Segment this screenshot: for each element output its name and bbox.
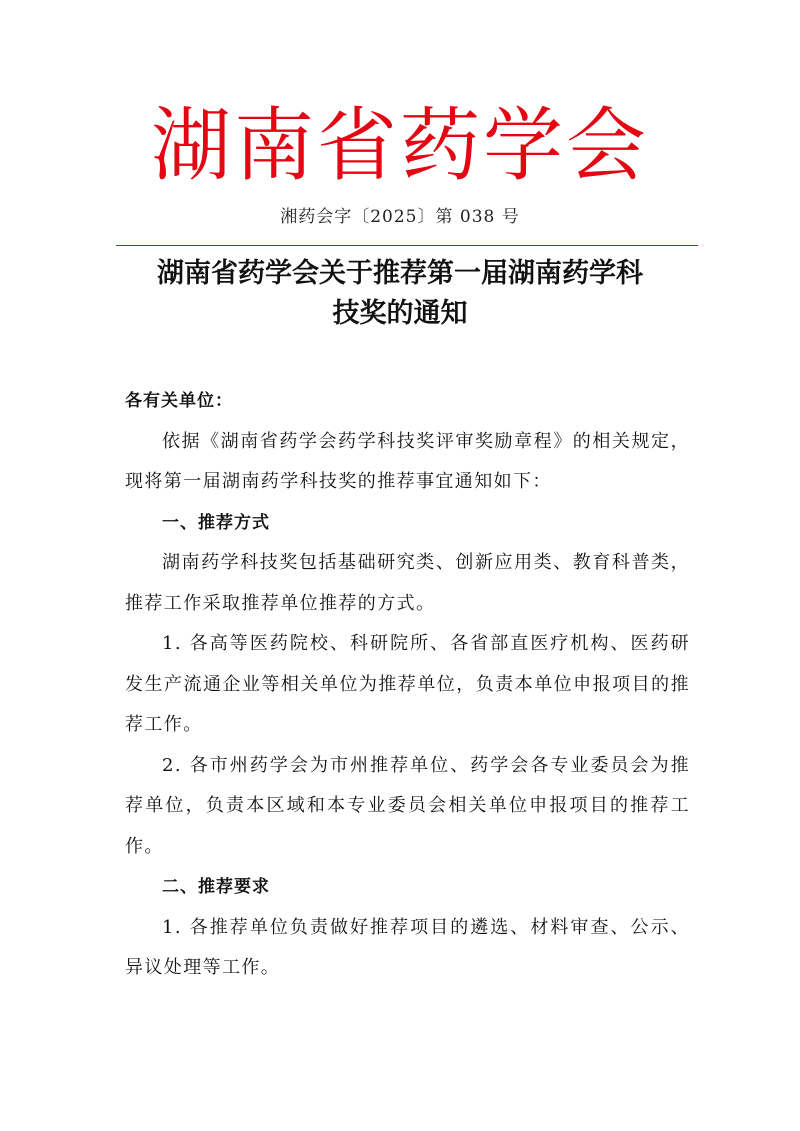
section-2-heading: 二、推荐要求 bbox=[162, 877, 270, 897]
section-1-heading: 一、推荐方式 bbox=[162, 512, 270, 533]
intro-paragraph: 依据《湖南省药学会药学科技奖评审奖励章程》的相关规定， 现将第一届湖南药学科技奖的推荐事宜通知如下： bbox=[125, 430, 690, 492]
organization-letterhead: 湖南省药学会 bbox=[151, 99, 649, 192]
section-2-item-1: 1. 各推荐单位负责做好推荐项目的遴选、材料审查、公示、异议处理等工作。 bbox=[125, 916, 690, 978]
section-1-item-2: 2. 各市州药学会为市州推荐单位、药学会各专业委员会为推荐单位，负责本区域和本专业委员会相关单位申报项目的推荐工作。 bbox=[125, 754, 690, 857]
notice-title bbox=[110, 254, 690, 334]
letterhead-divider bbox=[116, 245, 698, 246]
section-1-item-1: 1. 各高等医药院校、科研院所、各省部直医疗机构、医药研发生产流通企业等相关单位为推荐单位，负责本单位申报项目的推荐工作。 bbox=[125, 633, 690, 735]
notice-title-line-2: 技奖的通知 bbox=[332, 298, 468, 329]
salutation: 各有关单位： bbox=[125, 391, 233, 411]
document-number: 湘药会字〔2025〕第 038 号 bbox=[280, 207, 520, 227]
section-1-paragraph: 湖南药学科技奖包括基础研究类、创新应用类、教育科普类，推荐工作采取推荐单位推荐的方式。 bbox=[125, 552, 690, 614]
notice-title-line-1: 湖南省药学会关于推荐第一届湖南药学科 bbox=[157, 258, 643, 289]
notice-body bbox=[125, 381, 690, 989]
